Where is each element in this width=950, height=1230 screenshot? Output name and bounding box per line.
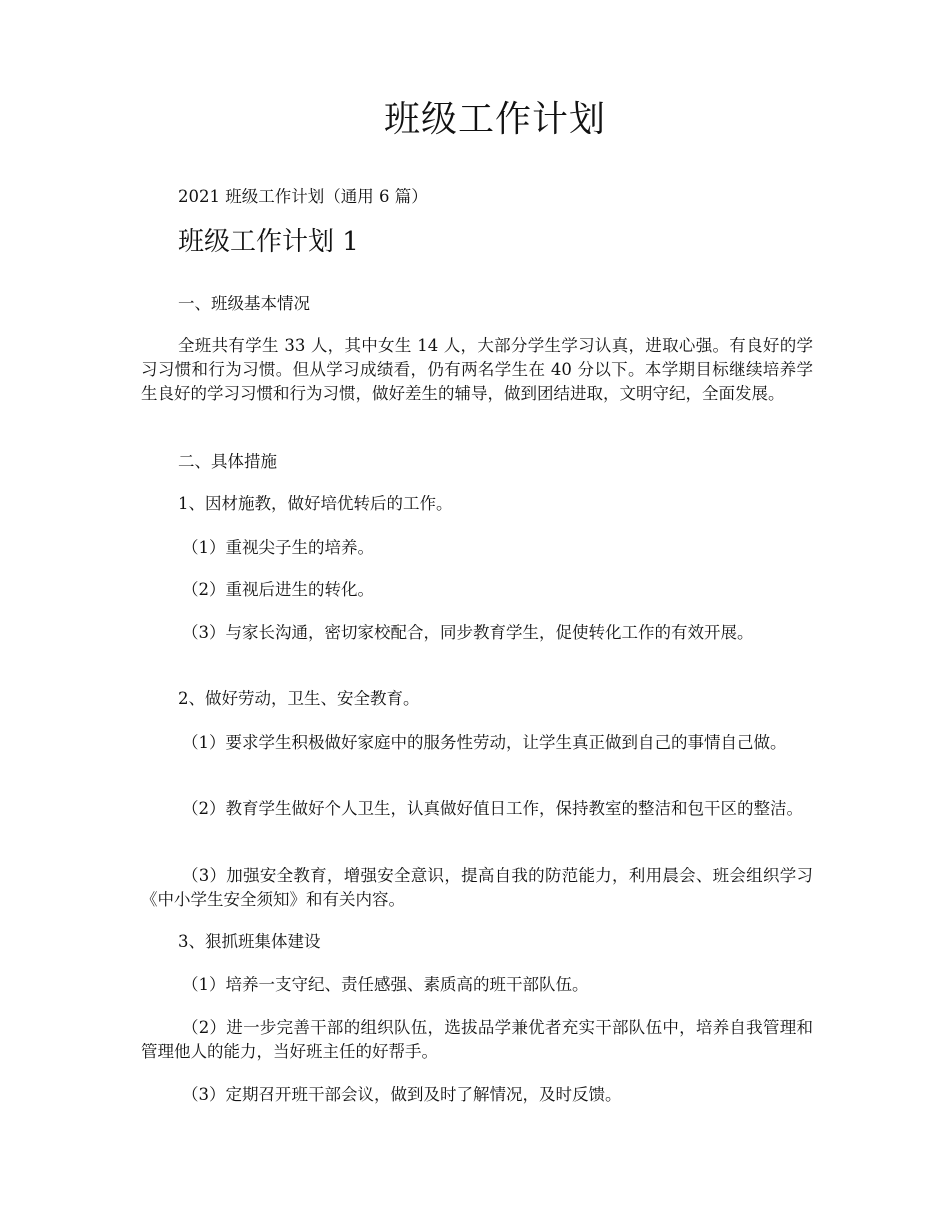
paragraph-basic-situation: 全班共有学生 33 人，其中女生 14 人，大部分学生学习认真，进取心强。有良好的学习习惯和行为习惯。但从学习成绩看，仍有两名学生在 40 分以下。本学期目标继续培养学生良好的学习习惯和行为习惯，做好差生的辅导，做到团结进取，文明守纪，全面发展。 [141, 336, 813, 403]
paragraph-item: （3）加强安全教育，增强安全意识，提高自我的防范能力，利用晨会、班会组织学习《中小学生安全须知》和有关内容。 [141, 866, 813, 909]
paragraph-item: （1）培养一支守纪、责任感强、素质高的班干部队伍。 [182, 975, 589, 994]
section-heading: 班级工作计划 1 [178, 227, 359, 257]
paragraph-item: （3）定期召开班干部会议，做到及时了解情况，及时反馈。 [182, 1085, 622, 1104]
paragraph-item: （3）与家长沟通，密切家校配合，同步教育学生，促使转化工作的有效开展。 [182, 623, 754, 642]
paragraph-item: （2）进一步完善干部的组织队伍，选拔品学兼优者充实干部队伍中，培养自我管理和管理他人的能力，当好班主任的好帮手。 [141, 1018, 813, 1061]
paragraph-item: （2）教育学生做好个人卫生，认真做好值日工作，保持教室的整洁和包干区的整洁。 [182, 799, 803, 818]
paragraph-item: 2、做好劳动，卫生、安全教育。 [178, 689, 420, 708]
heading-specific-measures: 二、具体措施 [178, 452, 277, 471]
document-subtitle: 2021 班级工作计划（通用 6 篇） [178, 187, 428, 206]
paragraph-item: 1、因材施教，做好培优转后的工作。 [178, 494, 453, 513]
document-title: 班级工作计划 [383, 99, 606, 140]
paragraph-item: 3、狠抓班集体建设 [178, 932, 321, 951]
paragraph-item: （1）重视尖子生的培养。 [182, 538, 374, 557]
heading-basic-situation: 一、班级基本情况 [178, 294, 310, 313]
paragraph-item: （1）要求学生积极做好家庭中的服务性劳动，让学生真正做到自己的事情自己做。 [182, 733, 787, 752]
paragraph-item: （2）重视后进生的转化。 [182, 580, 374, 599]
